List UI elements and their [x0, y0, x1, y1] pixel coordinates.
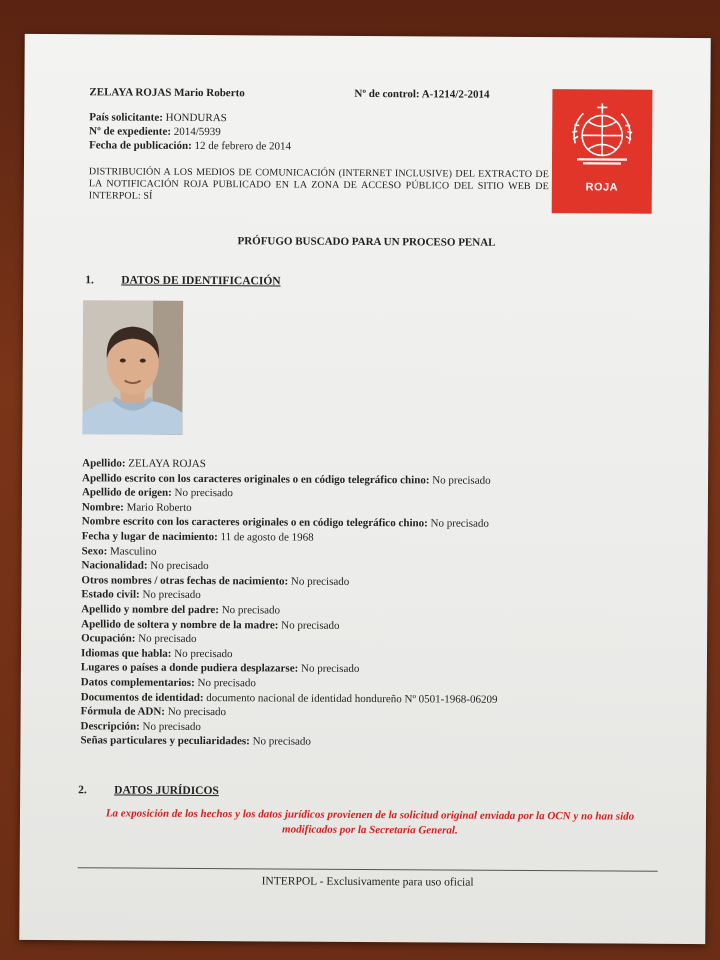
field-row: Otros nombres / otras fechas de nacimiento: No precisado: [81, 574, 350, 588]
field-row: Señas particulares y peculiaridades: No precisado: [80, 734, 311, 748]
field-row: Datos complementarios: No precisado: [80, 676, 256, 690]
subject-name-header: ZELAYA ROJAS Mario Roberto: [89, 86, 245, 100]
interpol-red-notice-logo: [552, 89, 653, 214]
control-value: A-1214/2-2014: [421, 88, 490, 101]
field-row: Nombre escrito con los caracteres originales o en código telegráfico chino: No precisado: [81, 515, 489, 531]
document-page: [19, 34, 711, 944]
field-row: Apellido de origen: No precisado: [81, 486, 233, 500]
request-meta: [89, 110, 291, 153]
identification-fields: [80, 456, 499, 750]
footer-divider: [78, 867, 658, 872]
meta-row-date: Fecha de publicación: 12 de febrero de 2014: [89, 139, 292, 153]
roja-label: ROJA: [585, 181, 619, 194]
control-number: [354, 88, 489, 101]
field-row: Idiomas que habla: No precisado: [80, 646, 233, 660]
meta-row-file: Nº de expediente: 2014/5939: [89, 125, 221, 139]
document-title: PRÓFUGO BUSCADO PARA UN PROCESO PENAL: [237, 235, 496, 249]
interpol-emblem-icon: [563, 99, 641, 175]
field-row: Nacionalidad: No precisado: [81, 559, 209, 573]
field-row: Apellido: ZELAYA ROJAS: [82, 457, 206, 471]
field-row: Apellido escrito con los caracteres originales o en código telegráfico chino: No precisado: [82, 471, 491, 487]
field-row: Fórmula de ADN: No precisado: [80, 705, 227, 719]
field-row: Sexo: Masculino: [81, 544, 157, 558]
field-row: Descripción: No precisado: [80, 719, 201, 733]
field-row: Estado civil: No precisado: [81, 588, 201, 602]
legal-note: La exposición de los hechos y los datos jurídicos provienen de la solicitud original enviada por la OCN y no han sido modificados por la Secretaría General.: [105, 807, 635, 837]
field-row: Apellido y nombre del padre: No precisado: [81, 603, 281, 617]
portrait-image: [82, 300, 183, 435]
footer-text: INTERPOL - Exclusivamente para uso oficial: [261, 875, 474, 889]
field-row: Fecha y lugar de nacimiento: 11 de agosto de 1968: [81, 530, 314, 544]
field-row: Documentos de identidad: documento nacional de identidad hondureño Nº 0501-1968-06209: [80, 690, 498, 706]
distribution-statement: DISTRIBUCIÓN A LOS MEDIOS DE COMUNICACIÓN (INTERNET INCLUSIVE) DEL EXTRACTO DE LA NOTIFICACIÓN ROJA PUBLICADO EN LA ZONA DE ACCESO PÚBLICO DEL SITIO WEB DE INTERPOL: SÍ: [88, 166, 549, 202]
distribution-answer: SÍ: [143, 190, 153, 202]
subject-photo: [82, 300, 183, 435]
field-row: Lugares o países a donde pudiera desplazarse: No precisado: [80, 661, 360, 676]
section-1-heading: 1. DATOS DE IDENTIFICACIÓN: [85, 274, 281, 288]
field-row: Apellido de soltera y nombre de la madre: No precisado: [81, 617, 340, 632]
field-row: Ocupación: No precisado: [81, 632, 197, 646]
field-row: Nombre: Mario Roberto: [81, 501, 192, 514]
control-label: Nº de control:: [354, 87, 420, 101]
section-2-heading: 2. DATOS JURÍDICOS: [78, 784, 219, 798]
meta-row-country: País solicitante: HONDURAS: [89, 111, 227, 125]
